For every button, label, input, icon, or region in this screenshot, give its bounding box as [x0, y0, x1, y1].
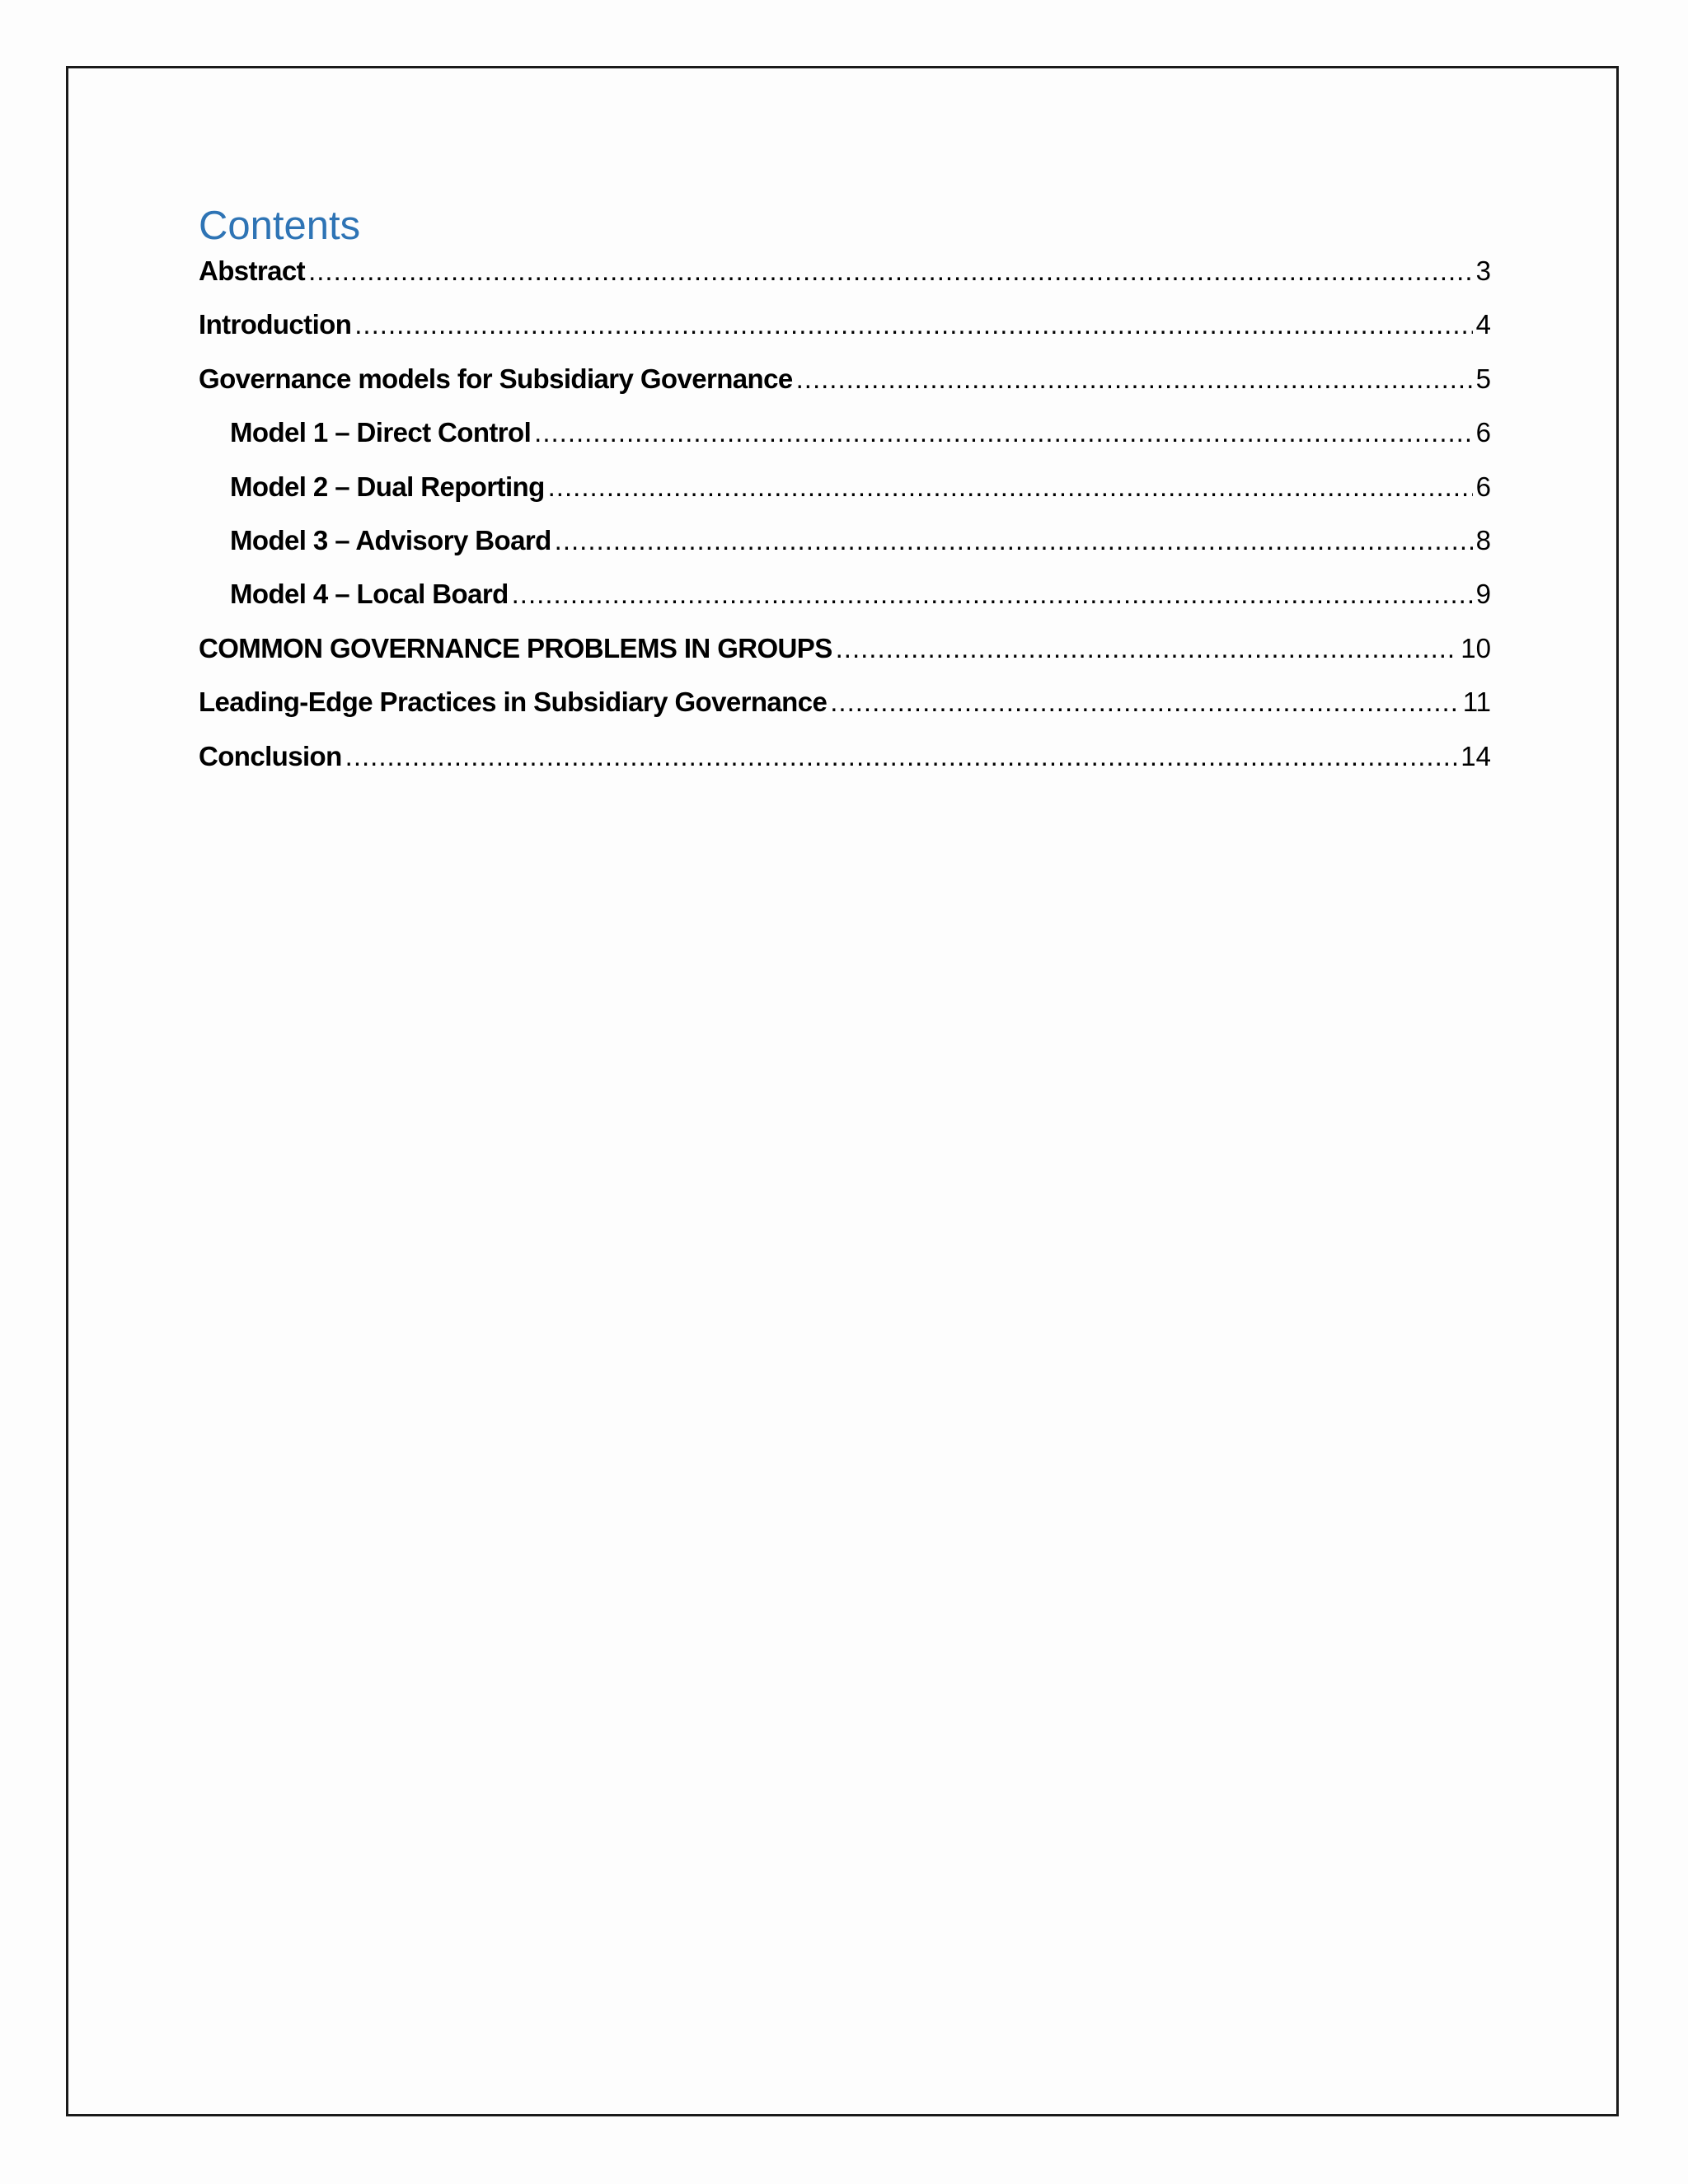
toc-page-number: 5	[1475, 363, 1491, 394]
toc-entry-introduction[interactable]	[199, 309, 1491, 363]
toc-dot-leader	[836, 633, 1458, 664]
toc-entry-title: Model 2 – Dual Reporting	[230, 471, 545, 502]
toc-entry-title: Governance models for Subsidiary Governance	[199, 363, 793, 394]
toc-entry-leading-edge-practices[interactable]	[199, 687, 1491, 740]
toc-page-number: 6	[1475, 471, 1491, 502]
toc-page-number: 3	[1475, 255, 1491, 286]
toc-entry-title: Model 1 – Direct Control	[230, 417, 532, 448]
toc-page-number: 11	[1462, 687, 1491, 718]
toc-entry-common-problems[interactable]	[199, 633, 1491, 687]
toc-entry-title: Leading-Edge Practices in Subsidiary Governance	[199, 687, 828, 718]
toc-dot-leader	[534, 417, 1472, 448]
toc-page-number: 14	[1461, 740, 1491, 771]
toc-dot-leader	[345, 741, 1458, 772]
toc-dot-leader	[512, 579, 1473, 610]
toc-entry-title: Model 3 – Advisory Board	[230, 524, 551, 555]
table-of-contents	[199, 196, 1491, 794]
toc-entry-model-4[interactable]	[199, 579, 1491, 632]
toc-page-number: 6	[1475, 417, 1491, 448]
toc-entry-model-3[interactable]	[199, 525, 1491, 579]
toc-dot-leader	[796, 363, 1473, 395]
toc-page-number: 4	[1475, 309, 1491, 340]
toc-entry-governance-models[interactable]	[199, 363, 1491, 417]
toc-entry-conclusion[interactable]	[199, 741, 1491, 794]
toc-dot-leader	[830, 687, 1460, 718]
toc-entry-title: COMMON GOVERNANCE PROBLEMS IN GROUPS	[199, 632, 832, 663]
toc-dot-leader	[354, 309, 1472, 340]
toc-dot-leader	[548, 471, 1473, 503]
toc-heading: Contents	[199, 204, 361, 248]
toc-dot-leader	[308, 255, 1473, 287]
toc-list	[199, 255, 1491, 794]
toc-entry-model-2[interactable]	[199, 471, 1491, 525]
toc-page-number: 9	[1475, 579, 1491, 610]
toc-entry-title: Abstract	[199, 255, 306, 286]
toc-entry-title: Conclusion	[199, 740, 342, 771]
toc-entry-abstract[interactable]	[199, 255, 1491, 309]
toc-entry-model-1[interactable]	[199, 417, 1491, 471]
toc-page-number: 8	[1475, 524, 1491, 555]
toc-page-number: 10	[1461, 632, 1491, 663]
toc-entry-title: Introduction	[199, 309, 352, 340]
toc-dot-leader	[555, 525, 1473, 556]
toc-entry-title: Model 4 – Local Board	[230, 579, 509, 610]
